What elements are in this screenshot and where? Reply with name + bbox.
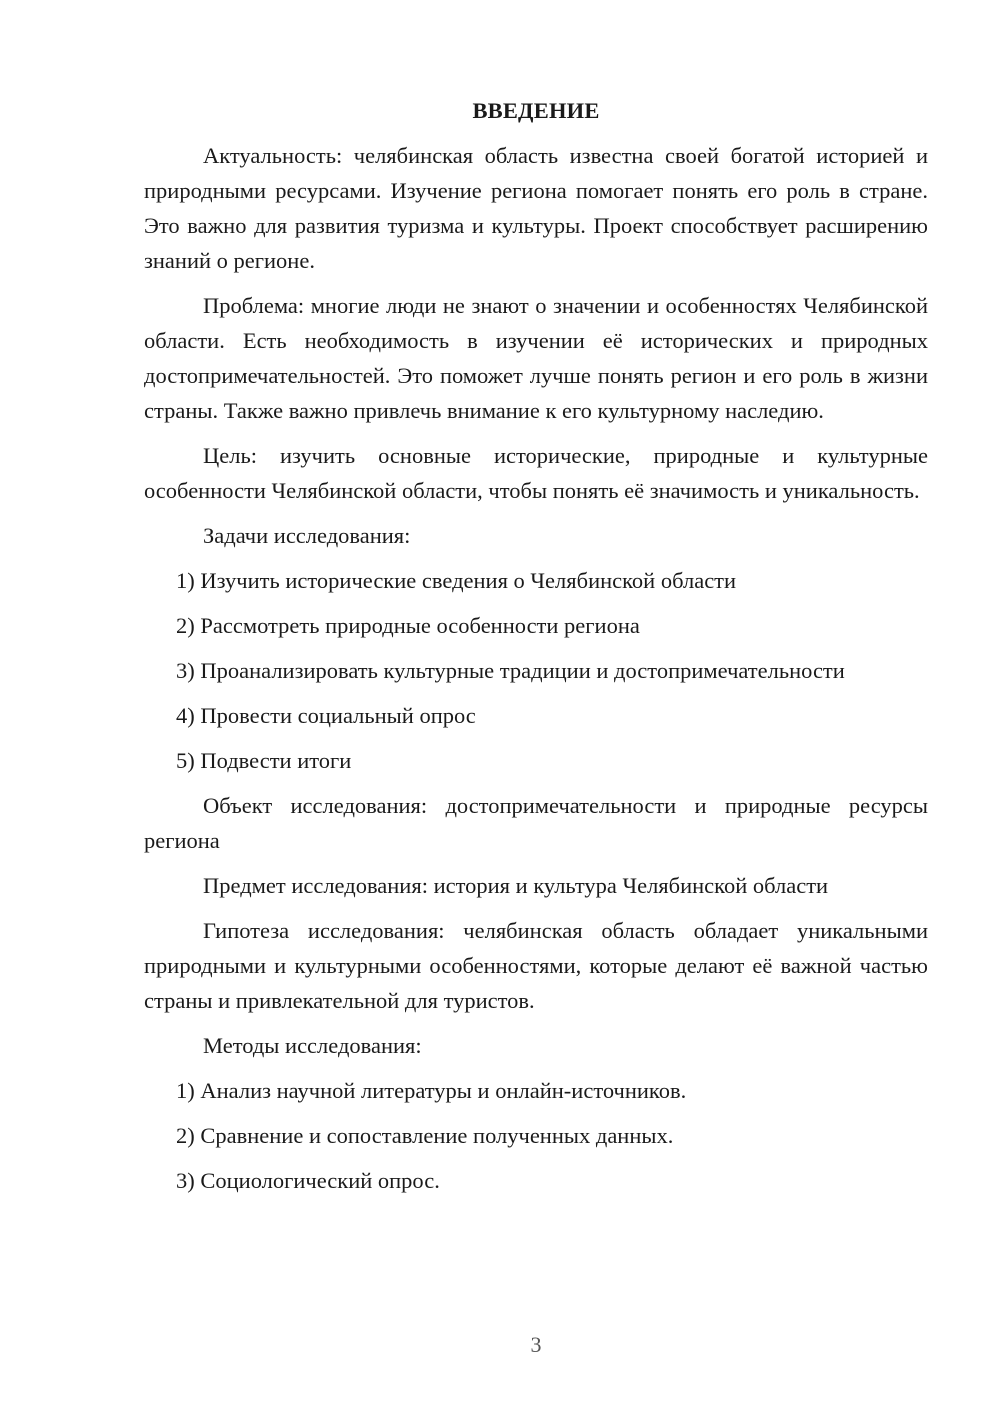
task-item: 4) Провести социальный опрос bbox=[176, 703, 476, 728]
task-item: 1) Изучить исторические сведения о Челябинской области bbox=[176, 568, 737, 593]
method-item: 2) Сравнение и сопоставление полученных данных. bbox=[176, 1123, 674, 1148]
relevance-paragraph: Актуальность: челябинская область известна своей богатой историей и природными ресурсами. Изучение региона помогает понять его роль в стране. Это важно для развития туризма и культуры. Проект способствует расширению знаний о регионе. bbox=[144, 143, 928, 273]
task-item: 2) Рассмотреть природные особенности региона bbox=[176, 613, 640, 638]
object-paragraph: Объект исследования: достопримечательности и природные ресурсы региона bbox=[144, 793, 928, 853]
tasks-heading: Задачи исследования: bbox=[203, 523, 411, 548]
problem-paragraph: Проблема: многие люди не знают о значении и особенностях Челябинской области. Есть необходимость в изучении её исторических и природных достопримечательностей. Это поможет лучше понять регион и его роль в жизни страны. Также важно привлечь внимание к его культурному наследию. bbox=[144, 293, 928, 423]
page-number: 3 bbox=[530, 1332, 542, 1357]
page-content bbox=[144, 96, 928, 1208]
goal-paragraph: Цель: изучить основные исторические, природные и культурные особенности Челябинской области, чтобы понять её значимость и уникальность. bbox=[144, 443, 928, 503]
method-item: 3) Социологический опрос. bbox=[176, 1168, 440, 1193]
task-item: 5) Подвести итоги bbox=[176, 748, 352, 773]
hypothesis-paragraph: Гипотеза исследования: челябинская область обладает уникальными природными и культурными особенностями, которые делают её важной частью страны и привлекательной для туристов. bbox=[144, 918, 928, 1013]
section-title: ВВЕДЕНИЕ bbox=[472, 98, 600, 123]
methods-heading: Методы исследования: bbox=[203, 1033, 422, 1058]
task-item: 3) Проанализировать культурные традиции и достопримечательности bbox=[176, 658, 845, 683]
subject-paragraph: Предмет исследования: история и культура Челябинской области bbox=[203, 873, 829, 898]
method-item: 1) Анализ научной литературы и онлайн-источников. bbox=[176, 1078, 687, 1103]
